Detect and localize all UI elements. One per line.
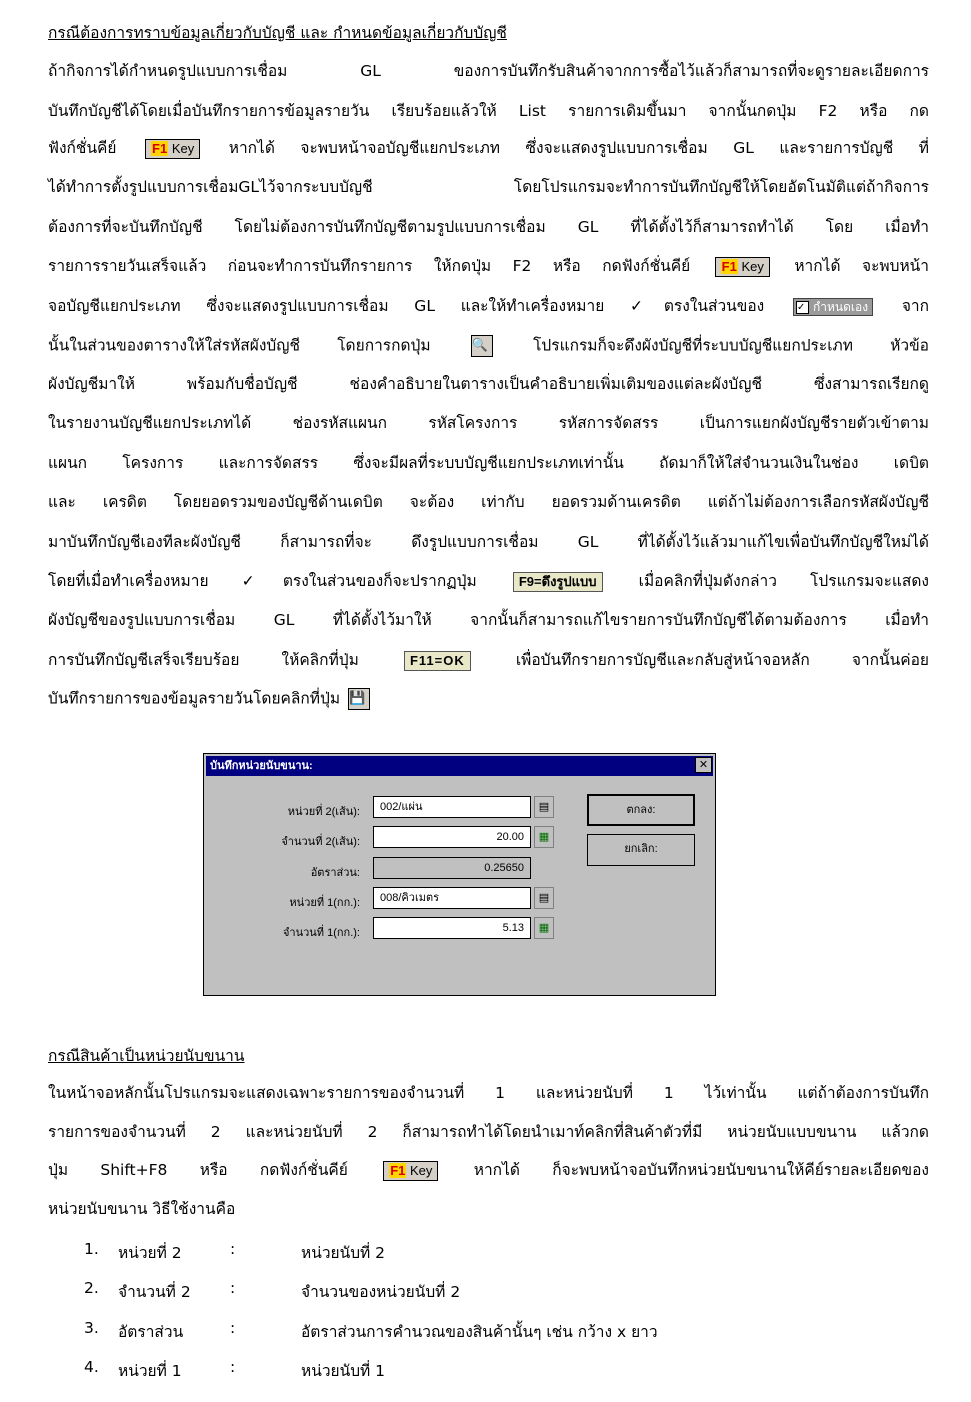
item-term: จำนวนที่ 2 [118, 1283, 191, 1301]
dialog-title: บันทึกหน่วยนับขนาน: [206, 756, 713, 776]
para1-line5: ต้องการที่จะบันทึกบัญชี โดยไม่ต้องการบันทึกบัญชีตามรูปแบบการเชื่อม GL ที่ได้ตั้งไว้ก็สามารถทำได้ โดย เมื่อทำ [48, 218, 929, 236]
f9-pull-template-button[interactable]: F9=ดึงรูปแบบ [513, 572, 603, 592]
key-label: Key [171, 140, 195, 156]
parallel-unit-dialog [203, 753, 716, 996]
key-label: Key [741, 258, 764, 274]
ratio-label: อัตราส่วน: [310, 867, 360, 879]
para1-line17-a: บันทึกรายการของข้อมูลรายวันโดยคลิกที่ปุ่ม [48, 689, 341, 708]
qty2-label: จำนวนที่ 2(เส้น): [281, 836, 360, 848]
para1-line10: ในรายงานบัญชีแยกประเภทได้ ช่องรหัสแผนก รหัสโครงการ รหัสการจัดสรร เป็นการแยกผังบัญชีรายตัวเข้าตาม [48, 414, 929, 432]
item-colon: : [230, 1358, 236, 1376]
f1-label: F1 [721, 258, 737, 274]
search-account-icon[interactable]: 🔍 [471, 335, 493, 357]
item-desc: จำนวนของหน่วยนับที่ 2 [301, 1283, 461, 1301]
para2-line2: รายการของจำนวนที่ 2 และหน่วยนับที่ 2 ก็สามารถทำได้โดยนำเมาท์คลิกที่สินค้าตัวที่มี หน่วยนับแบบขนาน แล้วกด [48, 1123, 929, 1141]
item-colon: : [230, 1240, 236, 1258]
qty2-field[interactable]: 20.00 [373, 826, 531, 848]
item-desc: หน่วยนับที่ 1 [301, 1362, 386, 1380]
para1-line9: ผังบัญชีมาให้ พร้อมกับชื่อบัญชี ช่องคำอธิบายในตารางเป็นคำอธิบายเพิ่มเติมของแต่ละผังบัญชี ซึ่งสามารถเรียกดู [48, 375, 929, 393]
ok-button[interactable]: ตกลง: [587, 794, 695, 826]
para1-line2: บันทึกบัญชีได้โดยเมื่อบันทึกรายการข้อมูลรายวัน เรียบร้อยแล้วให้ List รายการเดิมขึ้นมา จากนั้นกดปุ่ม F2 หรือ กด [48, 102, 929, 120]
para1-line6-b: หากได้ จะพบหน้า [794, 257, 929, 275]
qty1-label: จำนวนที่ 1(กก.): [282, 927, 360, 939]
para1-line16-b: เพื่อบันทึกรายการบัญชีและกลับสู่หน้าจอหลัก จากนั้นค่อย [515, 651, 929, 669]
para1-line7-a: จอบัญชีแยกประเภท ซึ่งจะแสดงรูปแบบการเชื่อม GL และให้ทำเครื่องหมาย ✓ตรงในส่วนของ [48, 297, 765, 315]
unit2-field[interactable]: 002/แผ่น [373, 796, 531, 818]
f1-label: F1 [390, 1162, 406, 1178]
list-item [84, 1319, 784, 1341]
unit2-lookup-icon[interactable]: ▤ [534, 796, 554, 818]
ratio-field: 0.25650 [373, 857, 531, 879]
f1-label: F1 [152, 140, 168, 156]
item-number: 1. [84, 1240, 99, 1258]
checkbox-check-icon: ✓ [796, 301, 809, 314]
item-colon: : [230, 1279, 236, 1297]
para1-line6-a: รายการรายวันเสร็จแล้ว ก่อนจะทำการบันทึกรายการ ให้กดปุ่ม F2 หรือ กดฟังก์ชั่นคีย์ [48, 257, 691, 275]
f1-key-button-3[interactable] [383, 1161, 438, 1181]
para1-line12: และ เครดิต โดยยอดรวมของบัญชีด้านเดบิต จะต้อง เท่ากับ ยอดรวมด้านเครดิต แต่ถ้าไม่ต้องการเลือกรหัสผังบัญชี [48, 493, 929, 511]
item-colon: : [230, 1319, 236, 1337]
para1-line6 [48, 256, 929, 278]
qty1-calculator-icon[interactable]: ▦ [534, 917, 554, 939]
para2-line3-a: ปุ่ม Shift+F8 หรือ กดฟังก์ชั่นคีย์ [48, 1161, 348, 1179]
section1-heading: กรณีต้องการทราบข้อมูลเกี่ยวกับบัญชี และ กำหนดข้อมูลเกี่ยวกับบัญชี [48, 24, 507, 42]
item-number: 4. [84, 1358, 99, 1376]
para1-line17 [48, 688, 929, 710]
para1-line8 [48, 335, 929, 357]
para1-line4: ได้ทำการตั้งรูปแบบการเชื่อมGLไว้จากระบบบัญชี โดยโปรแกรมจะทำการบันทึกบัญชีให้โดยอัตโนมัติแต่ถ้ากิจการ [48, 178, 929, 196]
item-number: 2. [84, 1279, 99, 1297]
item-desc: อัตราส่วนการคำนวณของสินค้านั้นๆ เช่น กว้าง x ยาว [301, 1323, 658, 1341]
para1-line3 [48, 138, 929, 160]
unit1-field[interactable]: 008/คิวเมตร [373, 887, 531, 909]
f11-ok-button[interactable]: F11=OK [404, 651, 471, 671]
para1-line7 [48, 296, 929, 318]
para1-line3-rest: หากได้ จะพบหน้าจอบัญชีแยกประเภท ซึ่งจะแสดงรูปแบบการเชื่อม GL และรายการบัญชี ที่ [228, 139, 929, 157]
para1-line8-b: โปรแกรมก็จะดึงผังบัญชีที่ระบบบัญชีแยกประเภท หัวข้อ [533, 336, 929, 355]
para1-line7-b: จาก [901, 297, 929, 315]
para1-line13: มาบันทึกบัญชีเองทีละผังบัญชี ก็สามารถที่จะ ดึงรูปแบบการเชื่อม GL ที่ได้ตั้งไว้แล้วมาแก้ไขเพื่อบันทึกบัญชีใหม่ได้ [48, 533, 929, 551]
list-item [84, 1358, 784, 1380]
qty2-calculator-icon[interactable]: ▦ [534, 826, 554, 848]
para1-line1: ถ้ากิจการได้กำหนดรูปแบบการเชื่อม GL ของการบันทึกรับสินค้าจากการซื้อไว้แล้วก็สามารถที่จะดูรายละเอียดการ [48, 62, 929, 80]
para1-line8-a: นั้นในส่วนของตารางให้ใส่รหัสผังบัญชี โดยการกดปุ่ม [48, 336, 431, 355]
qty1-field[interactable]: 5.13 [373, 917, 531, 939]
save-disk-icon[interactable]: 💾 [348, 688, 370, 710]
item-number: 3. [84, 1319, 99, 1337]
f1-key-button[interactable] [145, 139, 200, 159]
para1-line14-a: โดยที่เมื่อทำเครื่องหมาย ✓ตรงในส่วนของก็จะปรากฏปุ่ม [48, 572, 477, 590]
unit2-label: หน่วยที่ 2(เส้น): [287, 806, 360, 818]
key-label: Key [410, 1162, 433, 1178]
unit1-lookup-icon[interactable]: ▤ [534, 887, 554, 909]
para1-line16-a: การบันทึกบัญชีเสร็จเรียบร้อย ให้คลิกที่ปุ่ม [48, 651, 359, 669]
check-label: กำหนดเอง [812, 299, 869, 314]
section2-heading: กรณีสินค้าเป็นหน่วยนับขนาน [48, 1047, 245, 1065]
item-term: หน่วยที่ 1 [118, 1362, 182, 1380]
close-icon[interactable]: ✕ [695, 757, 712, 773]
custom-checkbox-image[interactable] [793, 298, 873, 316]
list-item [84, 1240, 784, 1262]
funckey-text: ฟังก์ชั่นคีย์ [48, 139, 117, 157]
para2-line3 [48, 1160, 929, 1182]
item-desc: หน่วยนับที่ 2 [301, 1244, 386, 1262]
f1-key-button-2[interactable] [715, 257, 770, 277]
item-term: หน่วยที่ 2 [118, 1244, 182, 1262]
cancel-button[interactable]: ยกเลิก: [587, 834, 695, 866]
item-term: อัตราส่วน [118, 1323, 184, 1341]
list-item [84, 1279, 784, 1301]
para2-line3-b: หากได้ ก็จะพบหน้าจอบันทึกหน่วยนับขนานให้คีย์รายละเอียดของ [473, 1161, 929, 1179]
para1-line14-b: เมื่อคลิกที่ปุ่มดังกล่าว โปรแกรมจะแสดง [638, 572, 929, 590]
unit1-label: หน่วยที่ 1(กก.): [289, 897, 360, 909]
para2-line4: หน่วยนับขนาน วิธีใช้งานคือ [48, 1200, 236, 1218]
para1-line11: แผนก โครงการ และการจัดสรร ซึ่งจะมีผลที่ระบบบัญชีแยกประเภทเท่านั้น ถัดมาก็ให้ใส่จำนวนเงินในช่อง เดบิต [48, 454, 929, 472]
para1-line15: ผังบัญชีของรูปแบบการเชื่อม GL ที่ได้ตั้งไว้มาให้ จากนั้นก็สามารถแก้ไขรายการบันทึกบัญชีได้ตามต้องการ เมื่อทำ [48, 611, 929, 629]
para1-line16 [48, 650, 929, 672]
para1-line14 [48, 571, 929, 593]
para2-line1: ในหน้าจอหลักนั้นโปรแกรมจะแสดงเฉพาะรายการของจำนวนที่ 1 และหน่วยนับที่ 1 ไว้เท่านั้น แต่ถ้าต้องการบันทึก [48, 1084, 929, 1102]
